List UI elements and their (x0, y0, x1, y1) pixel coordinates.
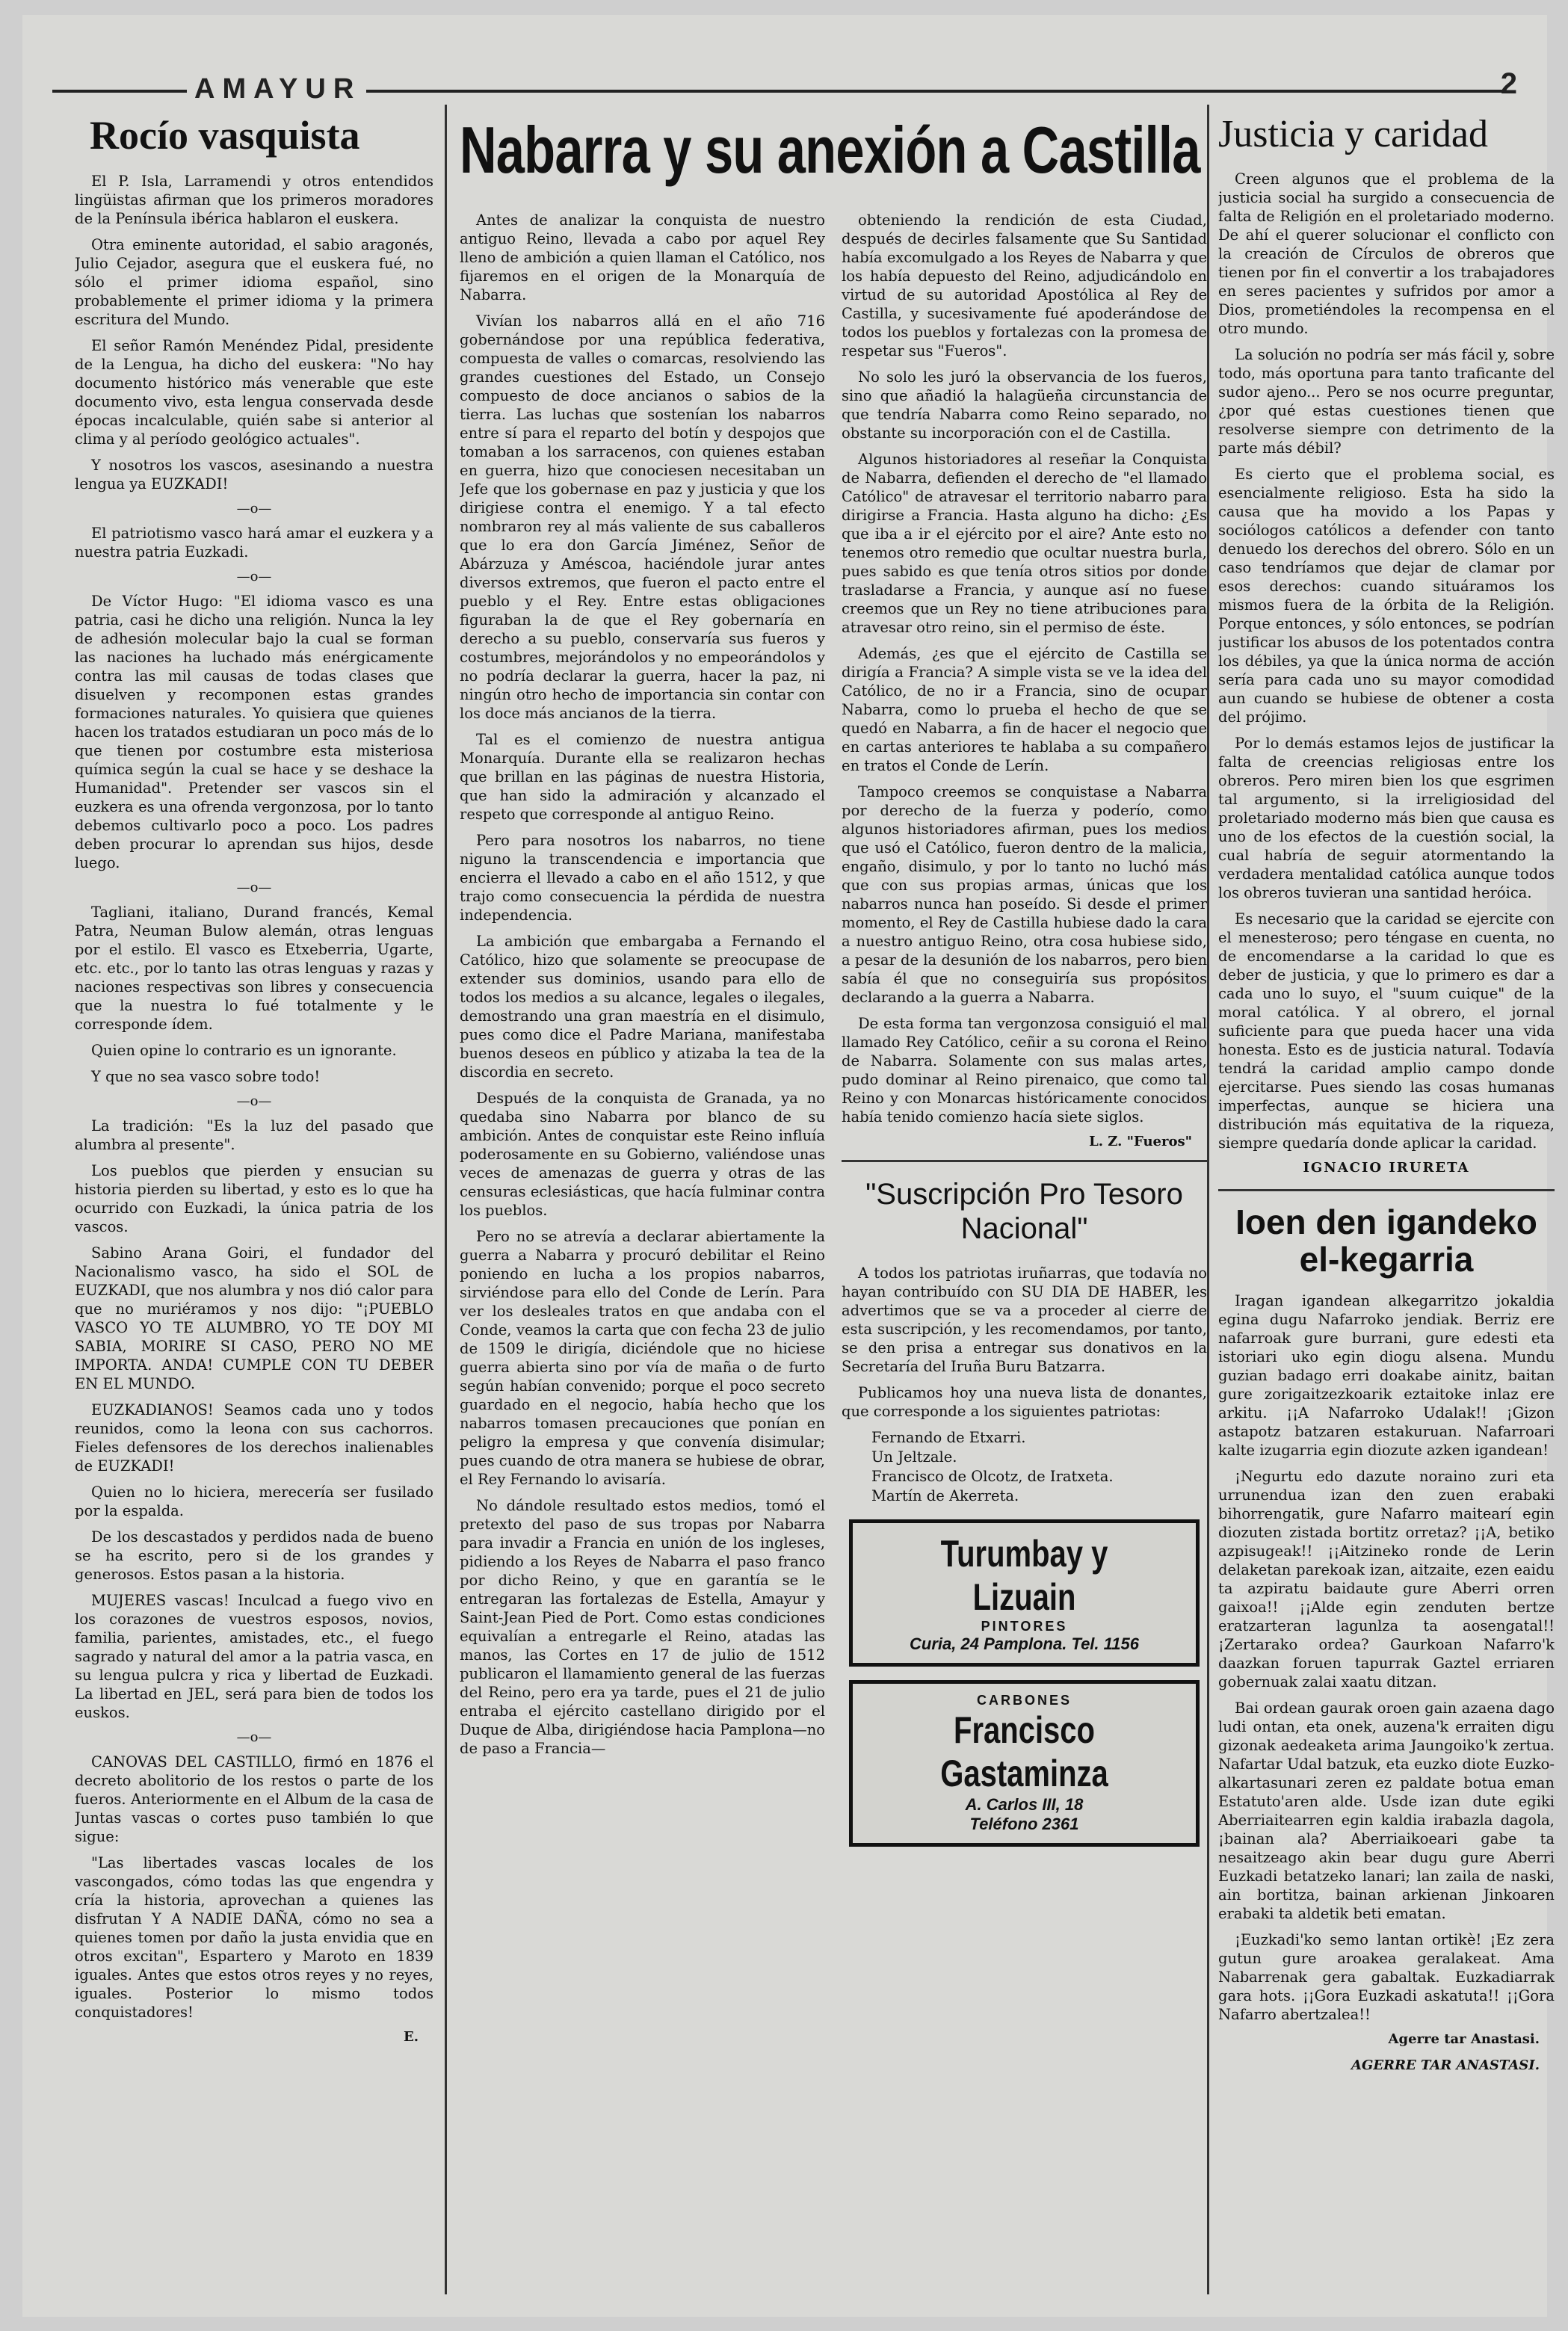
separator-mark: —o— (236, 501, 272, 516)
paragraph: De Víctor Hugo: "El idioma vasco es una patria, casi he dicho una religión. Nunca la ley de adhesión molecular bajo la cual se forman las naciones ha luchado más enérgicamente contra las mil causas de todas clases que disuelven y recomponen estas grandes formaciones naturales. Yo quisiera que quienes hacen los tratados estudiaran un poco más de lo que tienen por costumbre esta misteriosa química según la cual se hace y se deshace la Humanidad". Pretender ser vascos sin el euzkera es una ofrenda vergonzosa, por lo tanto debemos cultivarlo poco a poco. Los padres deben procurar lo aprendan sus hijos, desde luego. (75, 593, 433, 871)
paragraph: Tampoco creemos se conquistase a Nabarra por derecho de la fuerza y poderío, como algunos historiadores afirman, pues los medios que usó el Católico, fueron dentro de la malicia, engaño, disimulo, y por lo tanto no luchó más que con sus propias armas, únicas que los nabarros nunca han poseído. Si desde el primer momento, el Rey de Castilla hubiese dado la cara a nuestro antiguo Reino, otra cosa hubiese sido, a pesar de la desunión de los nabarros, pero bien sabía él que no conseguiría sus propósitos declarando a la guerra a Nabarra. (842, 783, 1207, 1006)
paragraph: El P. Isla, Larramendi y otros entendidos lingüistas afirman que los primeros moradores de la Península ibérica hablaron el euskera. (75, 173, 433, 227)
paragraph: La solución no podría ser más fácil y, sobre todo, más oportuna para tanto traficante del sudor ajeno... Pero se nos ocurre preguntar, ¿por qué estas cuestiones tienen que resolverse siempre con detrimento de la parte más débil? (1218, 346, 1555, 457)
article-euskera-body (1218, 1291, 1555, 2024)
paragraph: De los descastados y perdidos nada de bueno se ha escrito, pero si de los grandes y generosos. Estos pasan a la historia. (75, 1528, 433, 1583)
ad-turumbay-address: Curia, 24 Pamplona. Tel. 1156 (910, 1634, 1139, 1653)
paragraph: Además, ¿es que el ejército de Castilla se dirigía a Francia? A simple vista se ve la idea del Católico, de no ir a Francia, sino de ocupar Nabarra, como lo prueba el hecho de que se quedó en Nabarra, a fin de hacer el negocio que en cartas anteriores te hablaba a su compañero en tratos el Conde de Lerín. (842, 645, 1207, 774)
paragraph: Vivían los nabarros allá en el año 716 gobernándose por una república federativa, compuesta de valles o comarcas, resolviendo las grandes cuestiones del Estado, un Consejo compuesto de doce ancianos o sabios de la tierra. Las luchas que sostenían los nabarros entre sí para el reparto del botín y despojos que tomaban a los sarracenos, con quienes estaban en guerra, hizo que conociesen necesitaban un Jefe que los gobernase en paz y justicia y que los dirigiese contra el enemigo. Y a tal efecto nombraron rey al más valiente de sus caballeros que lo era don García Jiménez, Señor de Abárzuza y Améscoa, haciéndole jurar antes diversos extremos, que fueron el pacto entre el pueblo y el Rey. Entre estas obligaciones figuraban la de que el Rey gobernaría en derecho a su pueblo, conservaría sus fueros y costumbres, mejorándolos y no empeorándolos y no podría declarar la guerra, hacer la paz, ni ningún otro hecho de importancia sin contar con los doce más ancianos de la tierra. (460, 312, 825, 722)
paragraph: Quien no lo hiciera, merecería ser fusilado por la espalda. (75, 1483, 433, 1519)
separator-mark: —o— (236, 1729, 272, 1745)
column-rule (445, 105, 447, 2294)
paragraph: No solo les juró la observancia de los fueros, sino que añadió la halagüeña circunstancia de que tendría Nabarra como Reino separado, no obstante su incorporación con el de Castilla. (842, 368, 1207, 442)
paragraph: Sabino Arana Goiri, el fundador del Nacionalismo vasco, ha sido el SOL de EUZKADI, que nos alumbra y nos dió calor para que no muriéramos y nos dijo: "¡PUEBLO VASCO YO TE ALUMBRO, YO TE DOY MI SABIA, MORIRE SI CASO, PERO NO ME IMPORTA. ANDA! CUMPLE CON TU DEBER EN EL MUNDO. (75, 1244, 433, 1392)
paragraph: Y que no sea vasco sobre todo! (91, 1068, 321, 1085)
paragraph: CANOVAS DEL CASTILLO, firmó en 1876 el decreto abolitorio de los restos o parte de los fueros. Anteriormente en el Album de la casa de Juntas vascas o cortes puso también lo que sigue: (75, 1753, 433, 1845)
section-divider (842, 1160, 1207, 1162)
paragraph: Es cierto que el problema social, es esencialmente religioso. Esta ha sido la causa que ha movido a los Papas y sociólogos católicos a defender con tanto denuedo los derechos del obrero. Sólo en un caso tendríamos que dejar de clamar por esos derechos: cuando situáramos los mismos fuera de la órbita de la Religión. Porque entonces, y sólo entonces, se podrían justificar los abusos de los potentados contra los débiles, ya que la única norma de acción sería para cada uno su mayor comodidad aun cuando se hubiese de obtener a costa del prójimo. (1218, 466, 1555, 726)
column-nabarra (460, 112, 1207, 2302)
column-rule (1207, 105, 1209, 2294)
masthead-rule-left (52, 90, 187, 93)
paragraph: EUZKADIANOS! Seamos cada uno y todos reunidos, como la leona con sus cachorros. Fieles defensores de los derechos inalienables de EUZKADI! (75, 1401, 433, 1475)
masthead-rule-right (366, 90, 1502, 93)
paragraph: Los pueblos que pierden y ensucian su historia pierden su libertad, y esto es lo que ha ocurrido con Euzkadi, la única patria de los vascos. (75, 1162, 433, 1235)
masthead-title: AMAYUR (194, 73, 362, 105)
section-divider (1218, 1189, 1555, 1191)
article-rocio-body (75, 172, 433, 2022)
headline-rocio-vasquista: Rocío vasquista (90, 113, 360, 158)
paragraph: Bai ordean gaurak oroen gain azaena dago ludi ontan, eta onek, auzena'k erraiten digu gizonak aedeaketa arima Jaungoiko'k zertua. Nafartar Udal batzuk, eta euzko diote Euzko-alkartasunari zeren ez paldate botua eman Estatuto'aren alde. Usde izan dute egiki Aberriaitearren egin kaldia irabazla dagola, ¡bainan ala? Aberriaikoeari gabe ta nesaitzeago akin bear dugu gure Aberri Euzkadi betatzeko lanari; lan zaila de naski, ain bortitza, bainan arkienan Jinkoaren erabaki ta aldetik beti ematan. (1218, 1699, 1555, 1922)
signature-ireta: IGNACIO IRURETA (1303, 1160, 1470, 1176)
separator-mark: —o— (236, 569, 272, 584)
paragraph: Algunos historiadores al reseñar la Conquista de Nabarra, defienden el derecho de "el llamado Católico" de atravesar el territorio nabarro para dirigirse a Francia. Hasta alguno ha dicho: ¿Es que iba a ir el ejército por el aire? Ante esto no tenemos otro remedio que ocultar nuestra burla, pues sabido es que tenía otros sitios por donde trasladarse a Francia, y aunque así no fuese creemos que un Rey no tiene atribuciones para atravesar otro reino, sin el permiso de éste. (842, 451, 1207, 636)
newspaper-page (22, 15, 1555, 2317)
signature-agerre: Agerre tar Anastasi. (1388, 2031, 1540, 2047)
paragraph: Después de la conquista de Granada, ya no quedaba sino Nabarra por blanco de su ambición. Antes de conquistar este Reino influía poderosamente en su Gobierno, valiéndose unas veces de amenazas de guerra y otras de las censuras eclesiásticas, que hacía fulminar contra los pueblos. (460, 1090, 825, 1219)
ad-gastaminza-address: A. Carlos III, 18 (965, 1795, 1084, 1814)
paragraph: Es necesario que la caridad se ejercite con el menesteroso; pero téngase en cuenta, no de encomendarse a la caridad lo que es deber de justicia, y que lo primero es dar a cada uno lo suyo, el "suum cuique" de la moral católica. Y al obrero, el jornal suficiente para que pueda hacer una vida honesta. Esto es de justicia natural. Todavía tendrá la caridad amplio campo donde ejercitarse. Pues siendo las cosas humanas imperfectas, aunque se hiciera una distribución más equitativa de la riqueza, siempre quedaría donde aplicar la caridad. (1218, 910, 1555, 1152)
ad-turumbay-trade: PINTORES (981, 1619, 1068, 1634)
paragraph: "Las libertades vascas locales de los vascongados, cómo todas las que engendra y cría la historia, aprovechan a quienes las disfrutan Y A NADIE DAÑA, cómo no sea a quienes tomen por daño la justa envidia que en otros excitan", Espartero y Maroto en 1839 iguales. Antes que estos otros reyes y no reyes, iguales. Posterior lo mismo todos conquistadores! (75, 1854, 433, 2021)
article-nabarra-right (842, 211, 1207, 1860)
separator-mark: —o— (236, 880, 272, 895)
signature-fueros: L. Z. "Fueros" (1089, 1134, 1192, 1149)
paragraph: Otra eminente autoridad, el sabio aragonés, Julio Cejador, asegura que el euskera fué, no sólo el primer idioma español, sino probablemente el primer idioma y la primera escritura del Mundo. (75, 236, 433, 328)
donor-list (871, 1428, 1207, 1506)
column-rocio (75, 112, 433, 2302)
article-nabarra-left (460, 211, 825, 1860)
signature-e: E. (404, 2029, 419, 2045)
donor-name: Francisco de Olcotz, de Iratxeta. (871, 1468, 1114, 1485)
paragraph: La ambición que embargaba a Fernando el Católico, hizo que solamente se preocupase de extender sus dominios, usando para ello de todos los medios a su alcance, legales o ilegales, demostrando una gran maestría en el disimulo, pues como dice el Padre Mariana, manifestaba buenos deseos en público y atizaba la tea de la discordia en secreto. (460, 933, 825, 1081)
paragraph: MUJERES vascas! Inculcad a fuego vivo en los corazones de vuestros esposos, novios, familia, parientes, amistades, etc., el fuego sagrado y natural del amor a la patria vasca, en su lengua pulcra y rica y libertad de Euzkadi. La libertad en JEL, será para bien de todos los euskos. (75, 1592, 433, 1721)
paragraph: Antes de analizar la conquista de nuestro antiguo Reino, llevada a cabo por aquel Rey lleno de ambición a quien llaman el Católico, nos fijaremos en el origen de la Monarquía de Nabarra. (460, 212, 825, 303)
separator-mark: —o— (236, 1093, 272, 1109)
donor-name: Martín de Akerreta. (871, 1487, 1019, 1504)
headline-igandeko-elkegarria: Ioen den igandeko el-kegarria (1235, 1202, 1537, 1279)
ad-gastaminza-name: Francisco Gastaminza (940, 1709, 1108, 1794)
paragraph: Iragan igandean alkegarritzo jokaldia egina dugu Nafarroko jendiak. Berriz ere nafarroak gure burrani, gure edesti eta istoriari uko egin diogu alsena. Mundu guzian badago erri doakabe ainitz, baitan gure zorigaitzezkoarik eztaitoke inlaz ere arkitu. ¡¡A Nafarroko Udalak!! ¡Gizon astapotz batzaren estakuruan. Nafarroari kalte izugarria egin diozute azken igandean! (1218, 1292, 1555, 1459)
paragraph: Tal es el comienzo de nuestra antigua Monarquía. Durante ella se realizaron hechas que brillan en las páginas de nuestra Historia, que han sido la admiración y alcanzado el respeto que corresponde al antiguo Reino. (460, 731, 825, 823)
ad-gastaminza-phone: Teléfono 2361 (969, 1815, 1079, 1833)
page-number: 2 (1500, 67, 1517, 100)
paragraph: El señor Ramón Menéndez Pidal, presidente de la Lengua, ha dicho del euskera: "No hay documento histórico más venerable que este documento vivo, esta lengua conservada desde épocas incalculable, quién sabe si anterior al clima y al período geológico actuales". (75, 337, 433, 448)
paragraph: Y nosotros los vascos, asesinando a nuestra lengua ya EUZKADI! (75, 457, 433, 493)
paragraph: Pero para nosotros los nabarros, no tiene niguno la transcendencia e importancia que encierra el llevado a cabo en el año 1512, y que trajo como consecuencia la pérdida de nuestra independencia. (460, 832, 825, 924)
masthead (52, 60, 1532, 112)
donor-name: Un Jeltzale. (871, 1448, 957, 1466)
paragraph: La tradición: "Es la luz del pasado que alumbra al presente". (75, 1117, 433, 1153)
paragraph: ¡Negurtu edo dazute noraino zuri eta urrunendua izan den zuen erabaki bihorrengatik, gure Nafarro maitearí egin diozuten zistada bortitz orretaz? ¡¡A, betiko azpisugeak!! ¡¡Aitzineko ronde de Lerin delaketan parekoak izan, aitzaite, ezen eaidu ta azpiratu baidaute gure Aberri orren gaixoa!! ¡¡Alde egin zenduten bertze eratzarteran lagunlza ta aosengatal!! ¡Zertarako ordea? Gaurkoan Nafarro'k daazkan foruen tapurrak Gaztel erriaren gobernuak zalai xaatu ditzan. (1218, 1468, 1555, 1691)
signature-agerre-caps: AGERRE TAR ANASTASI. (1351, 2057, 1540, 2073)
paragraph: Pero no se atrevía a declarar abiertamente la guerra a Nabarra y procuró debilitar el Reino poniendo en lucha a los propios nabarros, sirviéndose para ello del Conde de Lerín. Para ver los desleales tratos en que andaba con el Conde, veamos la carta que con fecha 23 de julio de 1509 le dirigía, diciéndole que no hiciese guerra abierta sino por vía de maña o de furto según habían convenido; porque el poco secreto guardado en el negocio, había hecho que los nabarros tomasen precauciones que ponían en peligro la empresa y que convenía disimular; pues cuando de otra manera se hubiese de obrar, el Rey Fernando lo avisaría. (460, 1228, 825, 1488)
paragraph: ¡Euzkadi'ko semo lantan ortikè! ¡Ez zera gutun gure aroakea geralakeat. Ama Nabarrenak gera gabaltak. Euzkadiarrak gara hots. ¡¡Gora Euzkadi askatuta!! ¡¡Gora Nafarro abertzalea!! (1218, 1931, 1555, 2023)
paragraph: El patriotismo vasco hará amar el euzkera y a nuestra patria Euzkadi. (75, 525, 433, 561)
ad-turumbay-name: Turumbay y Lizuain (940, 1533, 1108, 1618)
headline-nabarra: Nabarra y su anexión a Castilla (460, 113, 1200, 187)
paragraph: Publicamos hoy una nueva lista de donantes, que corresponde a los siguientes patriotas: (842, 1384, 1207, 1420)
donor-name: Fernando de Etxarri. (871, 1429, 1026, 1446)
article-justicia-body (1218, 170, 1555, 1152)
paragraph: obteniendo la rendición de esta Ciudad, después de decirles falsamente que Su Santidad había excomulgado a los Reyes de Nabarra y que los había depuesto del Reino, adjudicándolo en virtud de su autoridad Apostólica al Rey de Castilla, y sucesivamente fué apoderándose de todos los pueblos y fortalezas con la promesa de respetar sus "Fueros". (842, 212, 1207, 359)
paragraph: A todos los patriotas iruñarras, que todavía no hayan contribuído con SU DIA DE HABER, les advertimos que se va a proceder al cierre de esta suscripción, y les recomendamos, por tanto, se den prisa a entregar sus donativos en la Secretaría del Iruña Buru Batzarra. (842, 1265, 1207, 1375)
headline-justicia-caridad: Justicia y caridad (1218, 113, 1488, 155)
ad-gastaminza (849, 1680, 1200, 1847)
suscripcion-body (842, 1264, 1207, 1421)
paragraph: Quien opine lo contrario es un ignorante. (91, 1042, 397, 1059)
ad-turumbay (849, 1519, 1200, 1667)
paragraph: Creen algunos que el problema de la justicia social ha surgido a consecuencia de falta de Religión en el proletariado moderno. De ahí el querer solucionar el conflicto con la creación de Círculos de obreros que tienen por fin el convertir a los trabajadores en seres pacientes y sufridos por amor a Dios, prometiéndoles la recompensa en el otro mundo. (1218, 170, 1555, 337)
column-justicia (1218, 112, 1555, 2302)
ad-gastaminza-trade: CARBONES (976, 1693, 1072, 1708)
paragraph: Tagliani, italiano, Durand francés, Kemal Patra, Neuman Bulow alemán, otras lenguas por el estilo. El vasco es Etxeberria, Ugarte, etc. etc., por lo tanto las otras lenguas y razas y naciones respectivas son libres y consecuencia que la nuestra lo fué totalmente y le corresponde ídem. (75, 904, 433, 1033)
paragraph: Por lo demás estamos lejos de justificar la falta de creencias religiosas entre los obreros. Pero miren bien los que esgrimen tal argumento, si la irreligiosidad del proletariado moderno más bien que causa es uno de los efectos de la cuestión social, la cual habría de seguir atormentando la verdadera mentalidad católica aunque todos los obreros tuvieran una santidad heróica. (1218, 735, 1555, 901)
headline-suscripcion: "Suscripción Pro Tesoro Nacional" (865, 1178, 1183, 1245)
paragraph: De esta forma tan vergonzosa consiguió el mal llamado Rey Católico, ceñir a su corona el Reino de Nabarra. Solamente con sus malas artes, pudo dominar al Reino pirenaico, que como tal Reino y con Monarcas históricamente conocidos había tenido comienzo hacía siete siglos. (842, 1015, 1207, 1126)
paragraph: No dándole resultado estos medios, tomó el pretexto del paso de sus tropas por Nabarra para invadir a Francia en unión de los ingleses, pidiendo a los Reyes de Nabarra el paso franco por dicho Reino, y que en garantía se le entregaran las fortalezas de Estella, Amayur y Saint-Jean Pied de Port. Como estas condiciones equivalían a entregarle el Reino, atadas las manos, las Cortes en 17 de julio de 1512 publicaron el llamamiento general de las fuerzas del Reino, pero era ya tarde, pues el 21 de julio entraba el ejército castellano dirigido por el Duque de Alba, dirigiéndose hacia Pamplona—no de paso a Francia— (460, 1497, 825, 1757)
